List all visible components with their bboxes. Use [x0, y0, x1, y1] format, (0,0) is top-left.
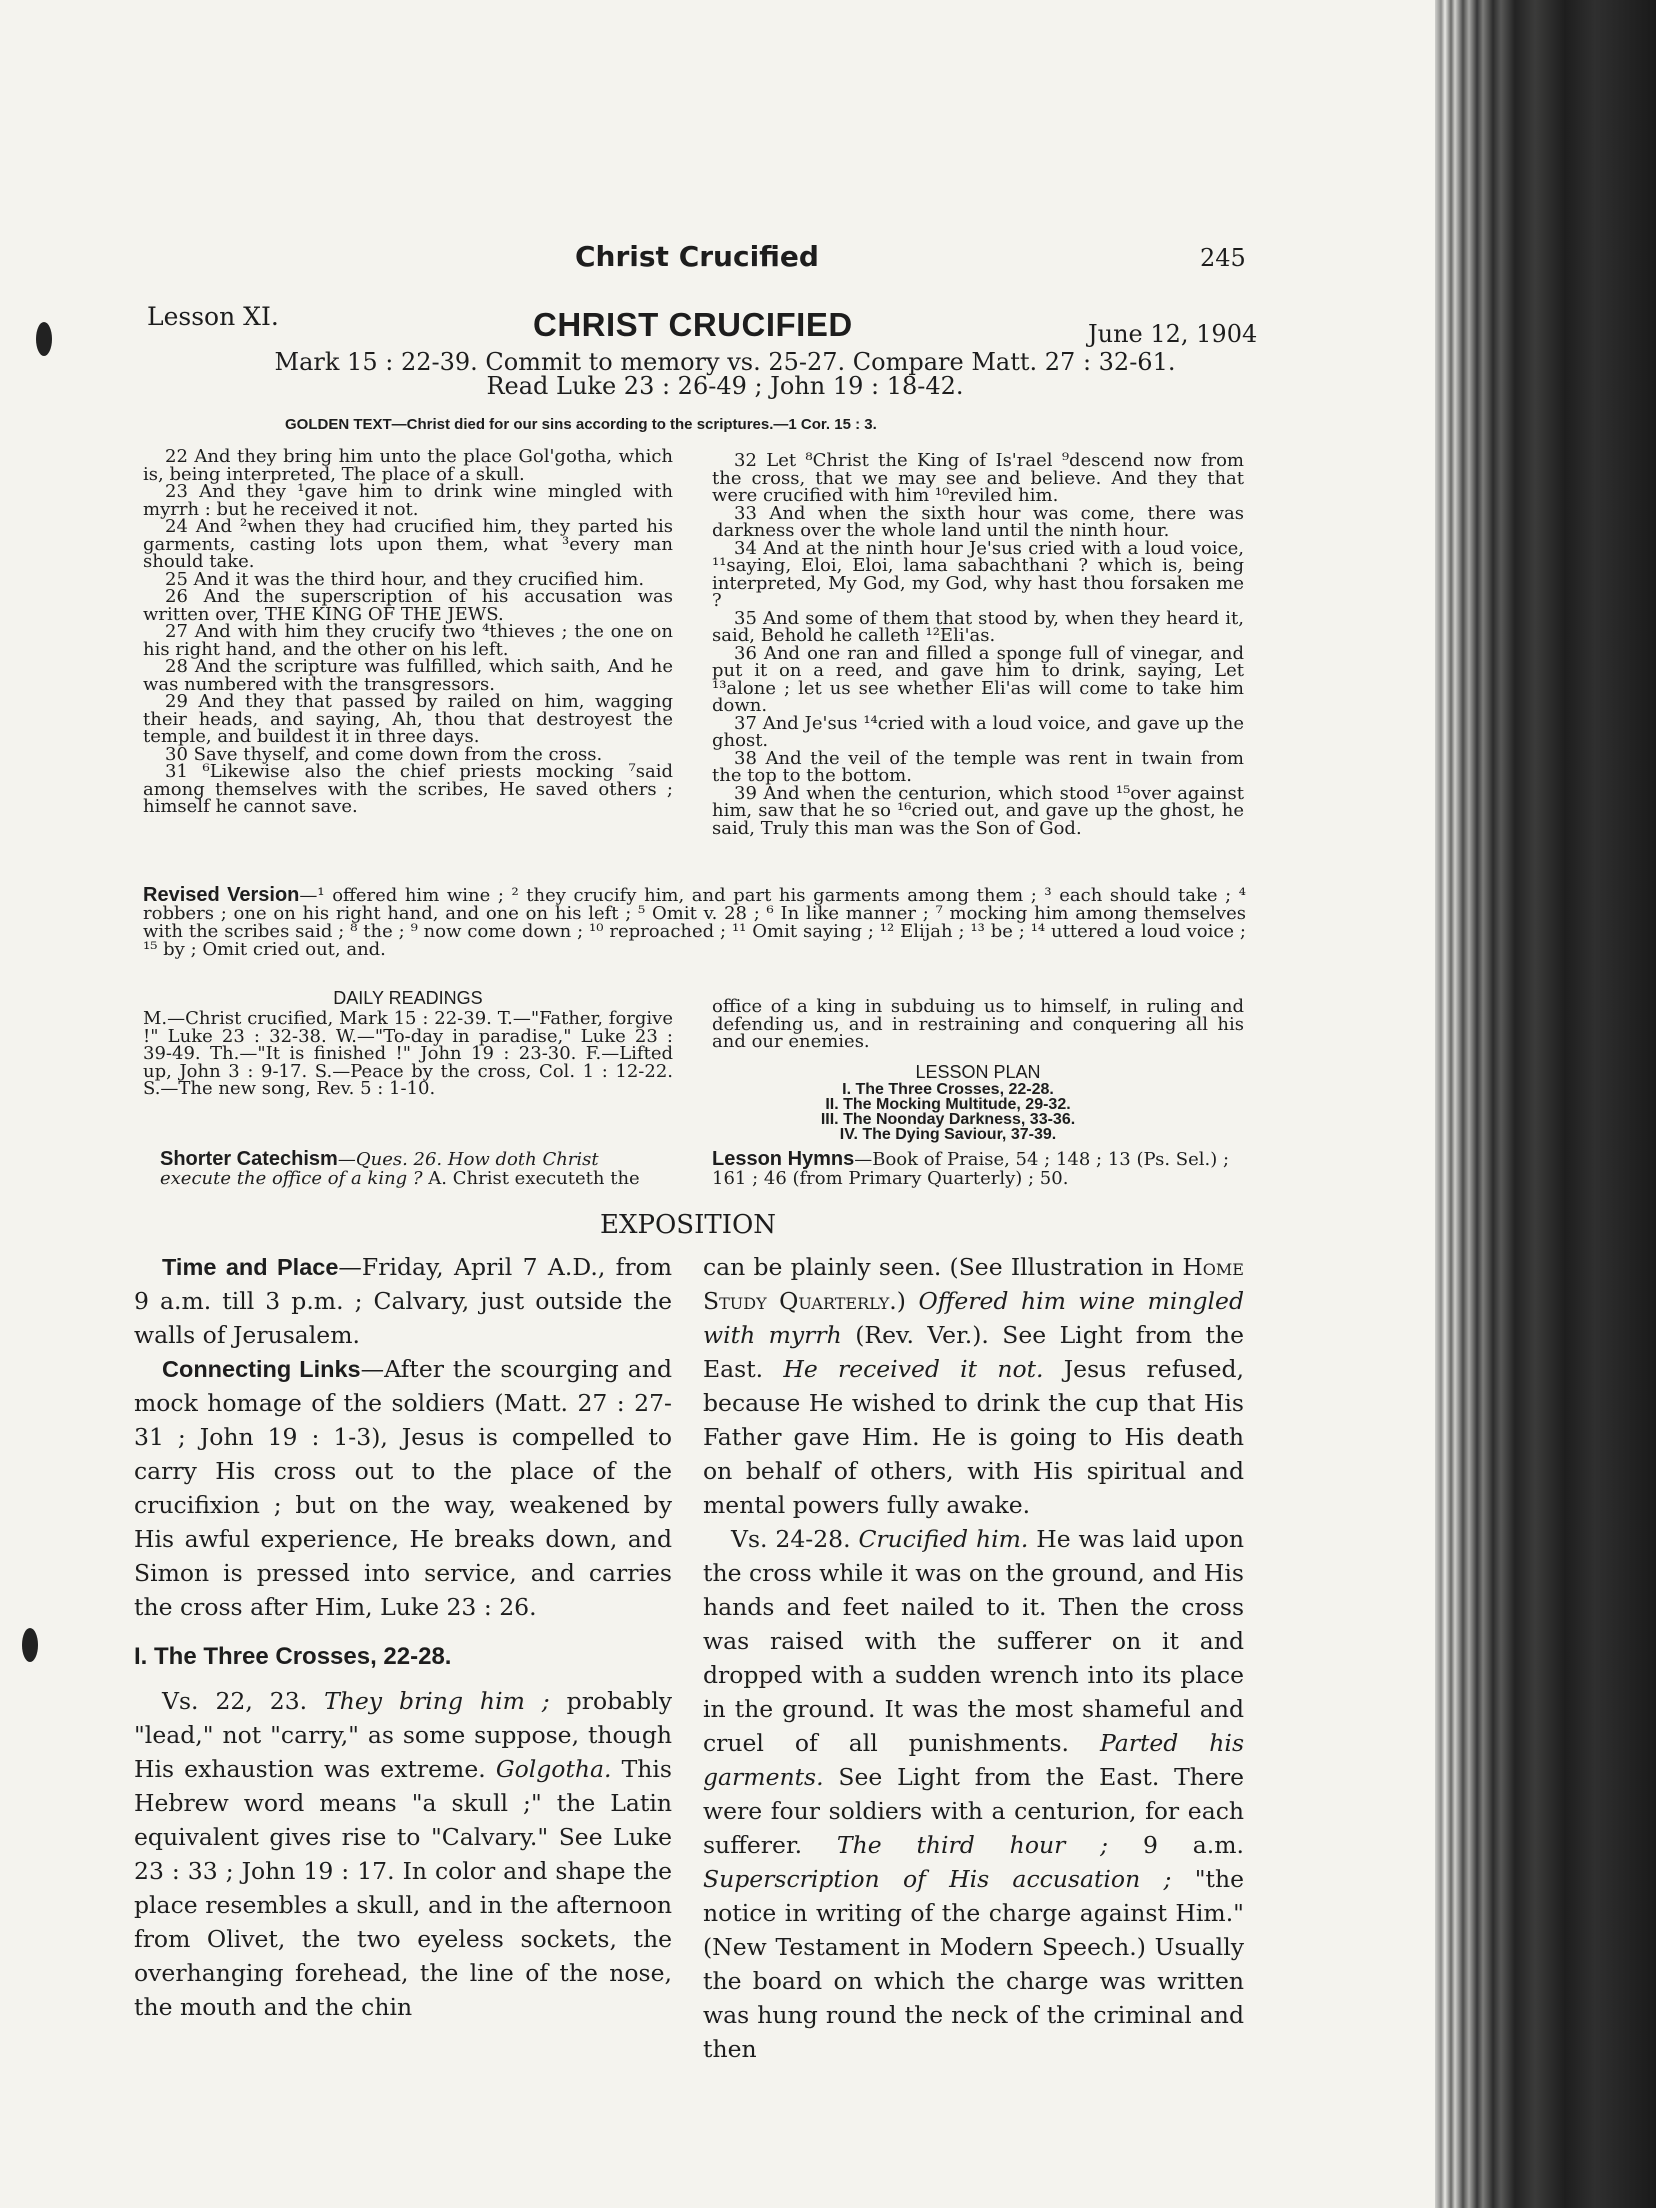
catechism-continued — [712, 998, 1244, 1051]
verse: 39 And when the centurion, which stood ¹⁵over against him, saw that he so ¹⁶cried out, and gave up the ghost, he said, Truly this man was the Son of God. — [712, 782, 1244, 839]
text-run: 9 a.m. — [1108, 1831, 1244, 1859]
italic-run: The third hour ; — [836, 1831, 1109, 1859]
revised-version-notes — [143, 886, 1246, 959]
hymns-text: —Book of Praise, 54 ; 148 ; 13 (Ps. Sel.) ; 161 ; 46 (from Primary Quarterly) ; 50. — [712, 1149, 1230, 1189]
verse: 33 And when the sixth hour was come, there was darkness over the whole land until the ninth hour. — [712, 502, 1244, 541]
lesson-plan — [712, 1082, 1244, 1142]
text-run: probably "lead," not "carry," as some suppose, though His exhaustion was extreme. — [134, 1687, 672, 1783]
daily-readings-heading: DAILY READINGS — [333, 988, 483, 1008]
italic-run: Offered him wine mingled with myrrh — [703, 1287, 1244, 1349]
italic-run: They bring him ; — [324, 1687, 550, 1715]
hymns-label: Lesson Hymns — [712, 1148, 855, 1170]
scripture-references — [245, 350, 1205, 398]
verse: 24 And ²when they had crucified him, they parted his garments, casting lots upon them, what ³every man should take. — [143, 516, 673, 572]
revised-version-label: Revised Version — [143, 884, 300, 906]
verse: 29 And they that passed by railed on him, wagging their heads, and saying, Ah, thou that destroyest the temple, and buildest it in three days. — [143, 691, 673, 747]
verse: 27 And with him they crucify two ⁴thieves ; the one on his right hand, and the other on his left. — [143, 621, 673, 660]
lesson-title: CHRIST CRUCIFIED — [533, 306, 853, 343]
verse: 23 And they ¹gave him to drink wine mingled with myrrh : but he received it not. — [143, 481, 673, 520]
time-place-label: Time and Place — [162, 1254, 339, 1280]
exposition-left-column — [134, 1250, 672, 2024]
text-run: (Rev. Ver.). See Light from the East. — [703, 1321, 1244, 1383]
verse: 38 And the veil of the temple was rent in twain from the top to the bottom. — [712, 747, 1244, 786]
italic-run: Golgotha. — [495, 1755, 612, 1783]
reference-line: Read Luke 23 : 26-49 ; John 19 : 18-42. — [486, 372, 964, 400]
text-run: Vs. 22, 23. — [162, 1687, 325, 1715]
verse: 36 And one ran and filled a sponge full of vinegar, and put it on a reed, and gave him to drink, saying, Let ¹³alone ; let us see whether Eli'as will come to take him down. — [712, 642, 1244, 716]
connecting-links — [134, 1352, 672, 1624]
lesson-plan-item: II. The Mocking Multitude, 29-32. — [825, 1096, 1071, 1113]
catechism-answer-continued: office of a king in subduing us to himself, in ruling and defending us, and in restraining and conquering all his and our enemies. — [712, 996, 1244, 1052]
book-page-edges — [1435, 0, 1656, 2208]
connecting-links-text: —After the scourging and mock homage of the soldiers (Matt. 27 : 27-31 ; John 19 : 1-3), Jesus is compelled to carry His cross out to the place of the crucifixion ; but on the way, weakened by His awful experience, He breaks down, and Simon is pressed into service, and carries the cross after Him, Luke 23 : 26. — [134, 1355, 672, 1621]
section-heading: I. The Three Crosses, 22-28. — [134, 1643, 452, 1670]
exposition-right-column — [703, 1250, 1244, 2066]
verse: 31 ⁶Likewise also the chief priests mocking ⁷said among themselves with the scribes, He saved others ; himself he cannot save. — [143, 761, 673, 817]
text-run: "the notice in writing of the charge against Him." (New Testament in Modern Speech.) Usually the board on which the charge was written was hung round the neck of the criminal and then — [703, 1865, 1244, 2063]
golden-text: GOLDEN TEXT—Christ died for our sins according to the scriptures.—1 Cor. 15 : 3. — [285, 416, 877, 433]
scripture-left-column — [143, 448, 673, 816]
verse: 28 And the scripture was fulfilled, which saith, And he was numbered with the transgressors. — [143, 656, 673, 695]
lesson-plan-item: IV. The Dying Saviour, 37-39. — [839, 1126, 1057, 1143]
text-run: Jesus refused, because He wished to drink the cup that His Father gave Him. He is going to His death on behalf of others, with His spiritual and mental powers fully awake. — [703, 1355, 1245, 1519]
daily-readings — [143, 1010, 673, 1098]
verse: 35 And some of them that stood by, when they heard it, said, Behold he calleth ¹²Eli'as. — [712, 607, 1244, 646]
italic-run: He received it not. — [783, 1355, 1044, 1383]
exposition-paragraph — [134, 1684, 672, 2024]
time-place-text: —Friday, April 7 A.D., from 9 a.m. till 3 p.m. ; Calvary, just outside the walls of Jerusalem. — [134, 1253, 672, 1349]
verse: 34 And at the ninth hour Je'sus cried with a loud voice, ¹¹saying, Eloi, Eloi, lama sabachthani ? which is, being interpreted, My God, my God, why hast thou forsaken me ? — [712, 537, 1244, 611]
verse: 30 Save thyself, and come down from the cross. — [165, 743, 603, 765]
text-run: Vs. 24-28. — [731, 1525, 859, 1553]
lesson-number: Lesson XI. — [147, 302, 279, 331]
page-number: 245 — [1200, 244, 1246, 272]
running-head: Christ Crucified — [575, 240, 819, 273]
binding-hole — [22, 1628, 38, 1662]
catechism-question: —Ques. 26. How doth Christ execute the office of a king ? — [160, 1149, 599, 1189]
text-run: ) — [896, 1287, 919, 1315]
exposition-paragraph — [703, 1522, 1244, 2066]
catechism-answer: A. Christ executeth the — [422, 1168, 640, 1189]
small-caps-run: Home Study Quarterly. — [703, 1253, 1244, 1315]
italic-run: Superscription of His accusation ; — [703, 1865, 1172, 1893]
lesson-date: June 12, 1904 — [1088, 320, 1258, 348]
daily-readings-text: M.—Christ crucified, Mark 15 : 22-39. T.—"Father, forgive !" Luke 23 : 32-38. W.—"To-day in paradise," Luke 23 : 39-49. Th.—"It is finished !" John 19 : 23-30. F.—Lifted up, John 3 : 9-17. S.—Peace by the cross, Col. 1 : 12-22. S.—The new song, Rev. 5 : 1-10. — [143, 1008, 673, 1099]
italic-run: Parted his garments. — [703, 1729, 1245, 1791]
verse: 26 And the superscription of his accusation was written over, THE KING OF THE JEWS. — [143, 586, 673, 625]
lesson-hymns — [712, 1150, 1244, 1188]
time-and-place — [134, 1250, 672, 1352]
verse: 32 Let ⁸Christ the King of Is'rael ⁹descend now from the cross, that we may see and believe. And they that were crucified with him ¹⁰reviled him. — [712, 450, 1244, 506]
verse: 37 And Je'sus ¹⁴cried with a loud voice, and gave up the ghost. — [712, 712, 1244, 751]
catechism-label: Shorter Catechism — [160, 1148, 338, 1170]
lesson-plan-heading: LESSON PLAN — [915, 1062, 1041, 1082]
verse: 22 And they bring him unto the place Gol'gotha, which is, being interpreted, The place of a skull. — [143, 446, 673, 485]
exposition-heading: EXPOSITION — [600, 1210, 777, 1240]
text-run: This Hebrew word means "a skull ;" the Latin equivalent gives rise to "Calvary." See Luke 23 : 33 ; John 19 : 17. In color and shape the place resembles a skull, and in the afternoon from Olivet, the two eyeless sockets, the overhanging forehead, the line of the nose, the mouth and the chin — [134, 1755, 672, 2021]
scripture-right-column — [712, 452, 1244, 837]
text-run: See Light from the East. There were four soldiers with a centurion, for each sufferer. — [703, 1763, 1244, 1859]
binding-hole — [36, 322, 52, 356]
lesson-plan-item: III. The Noonday Darkness, 33-36. — [820, 1111, 1076, 1128]
text-run: He was laid upon the cross while it was on the ground, and His hands and feet nailed to it. Then the cross was raised with the sufferer on it and dropped with a sudden wrench into its place in the ground. It was the most shameful and cruel of all punishments. — [703, 1525, 1244, 1757]
italic-run: Crucified him. — [858, 1525, 1029, 1553]
verse: 25 And it was the third hour, and they crucified him. — [165, 568, 645, 590]
lesson-plan-item: I. The Three Crosses, 22-28. — [842, 1081, 1054, 1098]
shorter-catechism — [160, 1150, 673, 1188]
connecting-links-label: Connecting Links — [162, 1356, 361, 1382]
revised-version-text: —¹ offered him wine ; ² they crucify him, and part his garments among them ; ³ each should take ; ⁴ robbers ; one on his right hand, and one on his left ; ⁵ Omit v. 28 ; ⁶ In like manner ; ⁷ mocking him among themselves with the scribes said ; ⁸ the ; ⁹ now come down ; ¹⁰ reproached ; ¹¹ Omit saying ; ¹² Elijah ; ¹³ be ; ¹⁴ uttered a loud voice ; ¹⁵ by ; Omit cried out, and. — [143, 885, 1246, 960]
text-run: can be plainly seen. (See Illustration in — [703, 1253, 1183, 1281]
reference-line: Mark 15 : 22-39. Commit to memory vs. 25-27. Compare Matt. 27 : 32-61. — [274, 348, 1176, 376]
exposition-paragraph — [703, 1250, 1244, 1522]
